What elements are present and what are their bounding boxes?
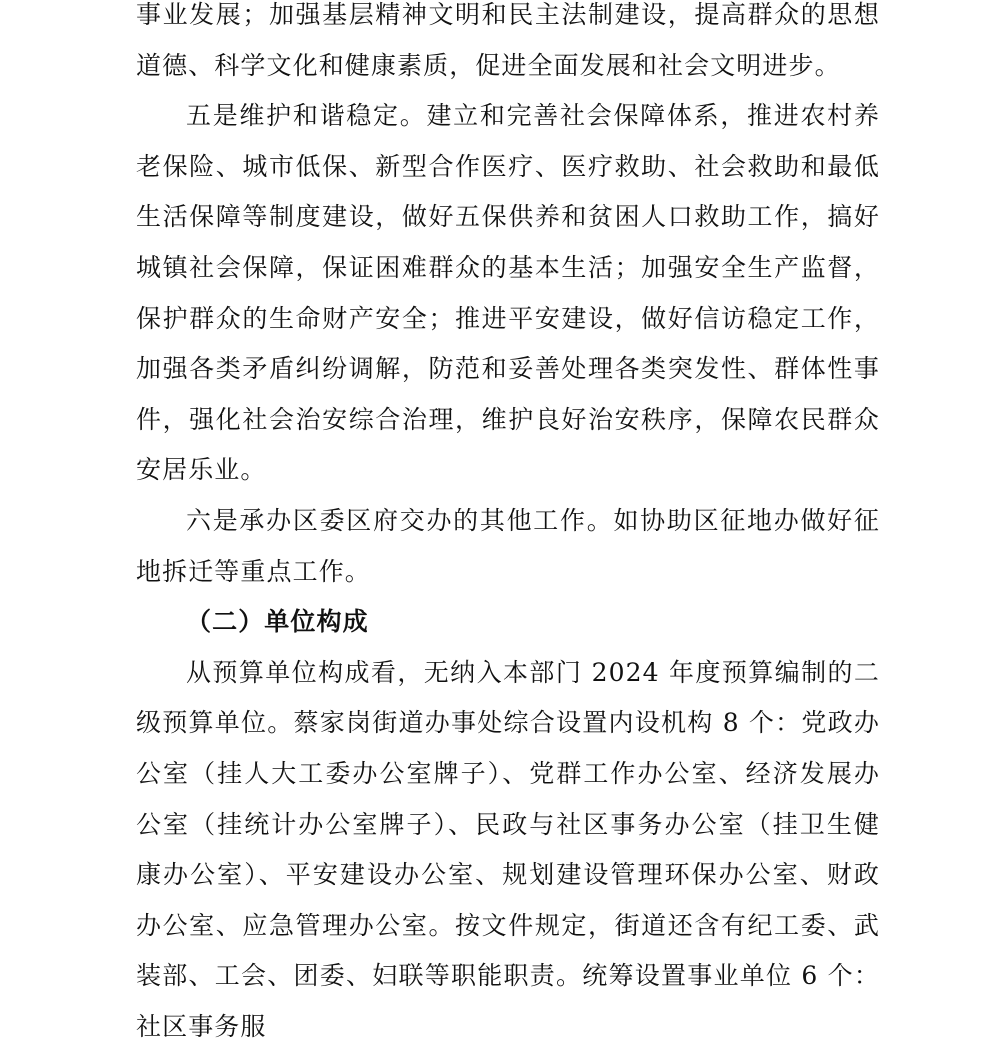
paragraph-other-tasks: 六是承办区委区府交办的其他工作。如协助区征地办做好征地拆迁等重点工作。 bbox=[136, 505, 880, 586]
paragraph-unit-composition: 从预算单位构成看，无纳入本部门 2024 年度预算编制的二级预算单位。蔡家岗街道办事处综合设置内设机构 8 个：党政办公室（挂人大工委办公室牌子）、党群工作办公室、经济发展办公室（挂统计办公室牌子）、民政与社区事务办公室（挂卫生健康办公室）、平安建设办公室、规划建设管理环保办公室、财政办公室、应急管理办公室。按文件规定，街道还含有纪工委、武装部、工会、团委、妇联等职能职责。统筹设置事业单位 6 个：社区事务服 bbox=[136, 657, 880, 1041]
section-heading-unit-composition: （二）单位构成 bbox=[186, 607, 369, 637]
paragraph-maintain-stability: 五是维护和谐稳定。建立和完善社会保障体系，推进农村养老保险、城市低保、新型合作医疗、医疗救助、社会救助和最低生活保障等制度建设，做好五保供养和贫困人口救助工作，搞好城镇社会保障，保证困难群众的基本生活；加强安全生产监督，保护群众的生命财产安全；推进平安建设，做好信访稳定工作，加强各类矛盾纠纷调解，防范和妥善处理各类突发性、群体性事件，强化社会治安综合治理，维护良好治安秩序，保障农民群众安居乐业。 bbox=[136, 101, 880, 485]
document-body bbox=[136, 0, 880, 1052]
paragraph-continuation: 事业发展；加强基层精神文明和民主法制建设，提高群众的思想道德、科学文化和健康素质，促进全面发展和社会文明进步。 bbox=[136, 0, 880, 80]
